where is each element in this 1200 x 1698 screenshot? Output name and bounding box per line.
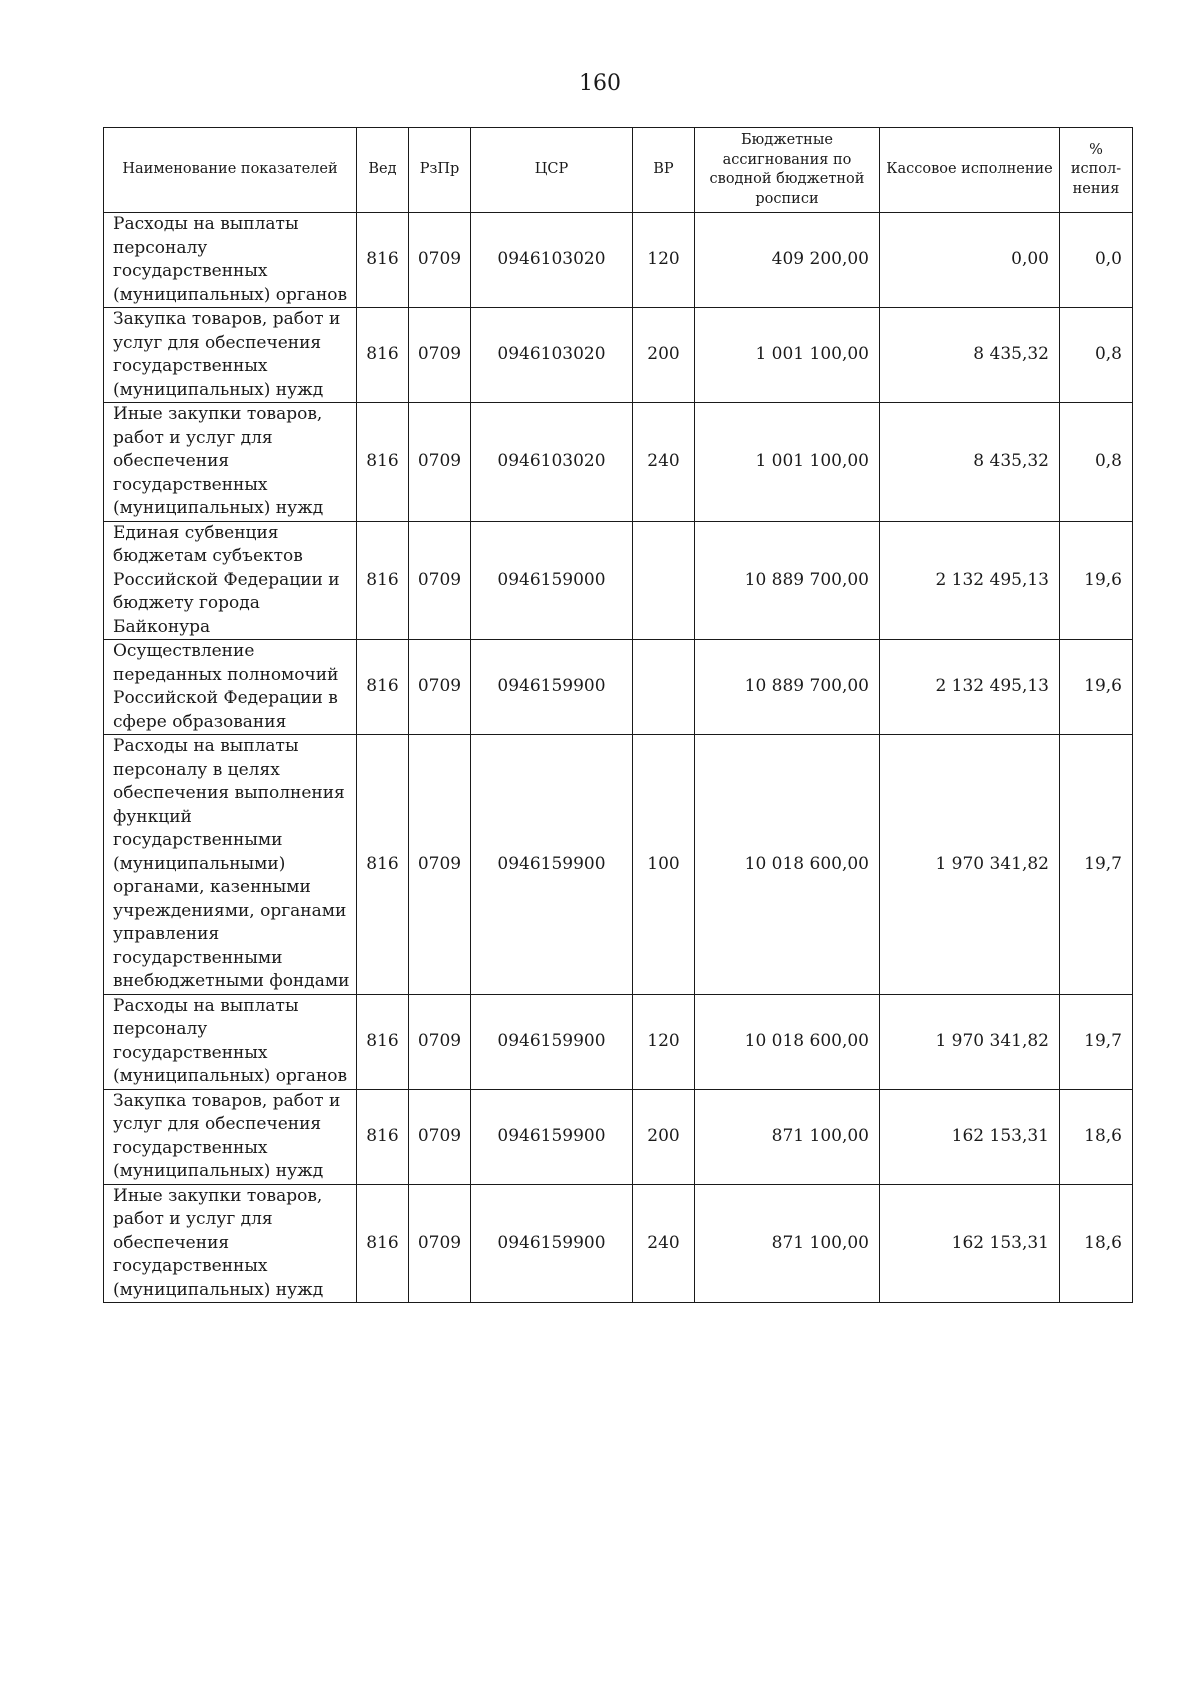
cell-rzpr: 0709 [409, 994, 471, 1089]
cell-rzpr: 0709 [409, 403, 471, 522]
cell-vr: 120 [633, 213, 695, 308]
cell-ved: 816 [357, 1089, 409, 1184]
header-row [104, 128, 1133, 213]
cell-ved: 816 [357, 403, 409, 522]
cell-ved: 816 [357, 521, 409, 640]
cell-csr: 0946159900 [471, 640, 633, 735]
cell-vr [633, 640, 695, 735]
page-number: 160 [579, 71, 621, 96]
cell-percent: 0,8 [1060, 308, 1133, 403]
cell-percent: 0,8 [1060, 403, 1133, 522]
header-vr: ВР [633, 128, 695, 213]
cell-csr: 0946103020 [471, 213, 633, 308]
cell-execution: 162 153,31 [880, 1089, 1060, 1184]
cell-vr: 200 [633, 308, 695, 403]
cell-csr: 0946103020 [471, 308, 633, 403]
table-row [104, 403, 1133, 522]
cell-ved: 816 [357, 994, 409, 1089]
table-row [104, 735, 1133, 995]
budget-table [103, 127, 1133, 1303]
cell-vr: 200 [633, 1089, 695, 1184]
cell-name: Закупка товаров, работ и услуг для обеспечения государственных (муниципальных) нужд [104, 1089, 357, 1184]
cell-assignments: 1 001 100,00 [695, 403, 880, 522]
table-row [104, 994, 1133, 1089]
cell-execution: 8 435,32 [880, 308, 1060, 403]
table-row [104, 1184, 1133, 1303]
header-percent: % испол-нения [1060, 128, 1133, 213]
cell-percent: 19,7 [1060, 735, 1133, 995]
cell-name: Расходы на выплаты персоналу государственных (муниципальных) органов [104, 213, 357, 308]
cell-assignments: 871 100,00 [695, 1184, 880, 1303]
table-body [104, 213, 1133, 1303]
cell-vr [633, 521, 695, 640]
table-row [104, 213, 1133, 308]
cell-csr: 0946159900 [471, 735, 633, 995]
cell-name: Расходы на выплаты персоналу государственных (муниципальных) органов [104, 994, 357, 1089]
header-execution: Кассовое исполнение [880, 128, 1060, 213]
cell-name: Осуществление переданных полномочий Российской Федерации в сфере образования [104, 640, 357, 735]
header-name: Наименование показателей [104, 128, 357, 213]
cell-percent: 0,0 [1060, 213, 1133, 308]
cell-csr: 0946159900 [471, 1089, 633, 1184]
cell-vr: 100 [633, 735, 695, 995]
cell-csr: 0946103020 [471, 403, 633, 522]
cell-name: Иные закупки товаров, работ и услуг для обеспечения государственных (муниципальных) нужд [104, 403, 357, 522]
cell-name: Единая субвенция бюджетам субъектов Российской Федерации и бюджету города Байконура [104, 521, 357, 640]
table-row [104, 308, 1133, 403]
cell-percent: 19,6 [1060, 521, 1133, 640]
cell-csr: 0946159900 [471, 1184, 633, 1303]
table-row [104, 521, 1133, 640]
cell-rzpr: 0709 [409, 1184, 471, 1303]
cell-execution: 1 970 341,82 [880, 994, 1060, 1089]
cell-rzpr: 0709 [409, 521, 471, 640]
header-csr: ЦСР [471, 128, 633, 213]
cell-percent: 18,6 [1060, 1089, 1133, 1184]
header-assignments: Бюджетные ассигнования по сводной бюджетной росписи [695, 128, 880, 213]
cell-ved: 816 [357, 213, 409, 308]
table-row [104, 640, 1133, 735]
cell-assignments: 409 200,00 [695, 213, 880, 308]
table-header [104, 128, 1133, 213]
cell-name: Иные закупки товаров, работ и услуг для обеспечения государственных (муниципальных) нужд [104, 1184, 357, 1303]
cell-rzpr: 0709 [409, 308, 471, 403]
cell-assignments: 10 889 700,00 [695, 521, 880, 640]
cell-csr: 0946159000 [471, 521, 633, 640]
cell-name: Расходы на выплаты персоналу в целях обеспечения выполнения функций государственными (муниципальными) органами, казенными учреждениями, органами управления государственными внебюджетными фондами [104, 735, 357, 995]
table-row [104, 1089, 1133, 1184]
cell-execution: 2 132 495,13 [880, 521, 1060, 640]
cell-csr: 0946159900 [471, 994, 633, 1089]
cell-rzpr: 0709 [409, 1089, 471, 1184]
cell-percent: 19,6 [1060, 640, 1133, 735]
cell-assignments: 1 001 100,00 [695, 308, 880, 403]
cell-percent: 18,6 [1060, 1184, 1133, 1303]
cell-percent: 19,7 [1060, 994, 1133, 1089]
cell-assignments: 871 100,00 [695, 1089, 880, 1184]
cell-vr: 240 [633, 403, 695, 522]
cell-execution: 162 153,31 [880, 1184, 1060, 1303]
cell-assignments: 10 018 600,00 [695, 735, 880, 995]
header-ved: Вед [357, 128, 409, 213]
header-rzpr: РзПр [409, 128, 471, 213]
cell-rzpr: 0709 [409, 213, 471, 308]
cell-execution: 0,00 [880, 213, 1060, 308]
cell-vr: 240 [633, 1184, 695, 1303]
cell-name: Закупка товаров, работ и услуг для обеспечения государственных (муниципальных) нужд [104, 308, 357, 403]
cell-ved: 816 [357, 308, 409, 403]
cell-vr: 120 [633, 994, 695, 1089]
cell-ved: 816 [357, 1184, 409, 1303]
cell-ved: 816 [357, 640, 409, 735]
cell-execution: 1 970 341,82 [880, 735, 1060, 995]
cell-ved: 816 [357, 735, 409, 995]
cell-assignments: 10 889 700,00 [695, 640, 880, 735]
cell-execution: 2 132 495,13 [880, 640, 1060, 735]
cell-rzpr: 0709 [409, 735, 471, 995]
cell-assignments: 10 018 600,00 [695, 994, 880, 1089]
cell-execution: 8 435,32 [880, 403, 1060, 522]
cell-rzpr: 0709 [409, 640, 471, 735]
